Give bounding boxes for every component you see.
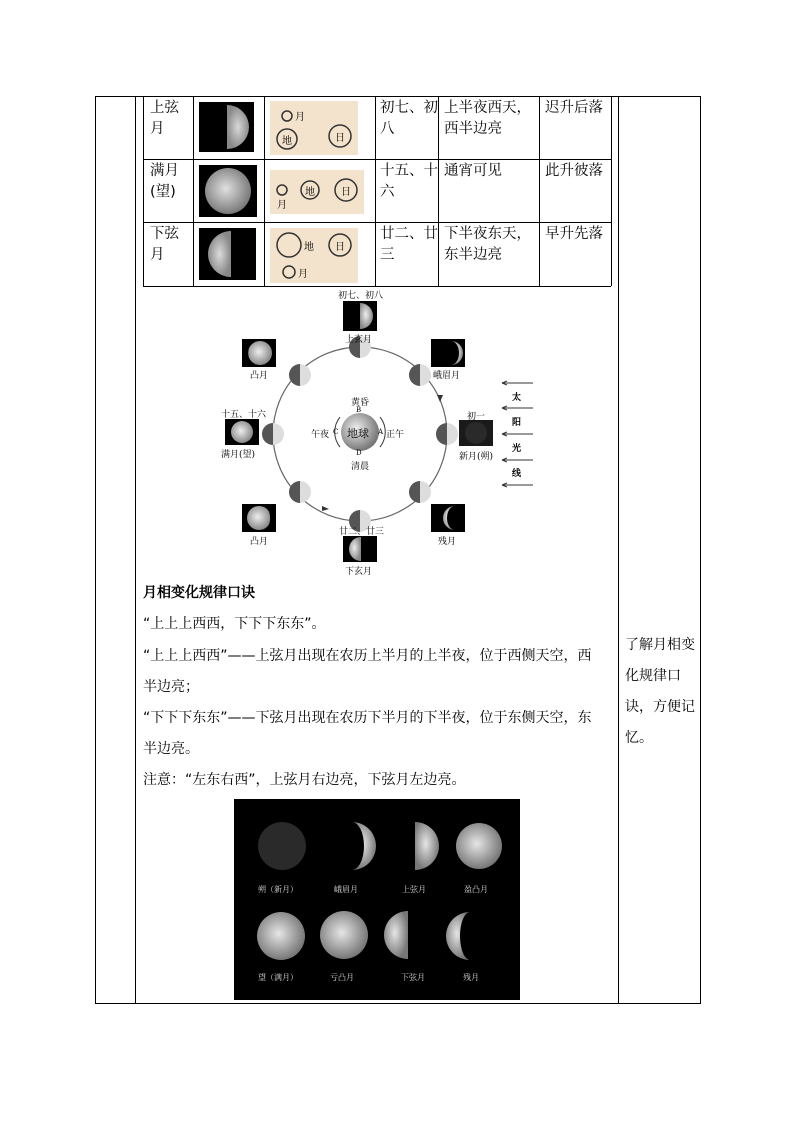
lower-left-moon-thumb <box>242 504 276 532</box>
left-moon-thumb <box>225 419 259 445</box>
note-line: 注意：“左东右西”，上弦月右边亮，下弦月左边亮。 <box>143 772 466 788</box>
table-cell-phase: 上弦 月 <box>150 100 179 137</box>
orbit-moon <box>289 481 311 503</box>
table-cell-rise-set: 早升先落 <box>545 226 603 242</box>
table-cell-rise-set: 迟升后落 <box>545 100 603 116</box>
last-quarter-sketch: 地 日 月 <box>270 228 358 283</box>
moon-orbit-diagram: 初七、初八 上玄月 凸月 峨眉月 十五、十六 满月(望) 初一 新月(朔) 凸月 残月 廿二、廿三 下玄月 黄昏 B 午夜 C 地球 A 正午 D 清晨 太 阳 光 线 <box>215 287 535 579</box>
table-cell-visibility: 下半夜东天， 东半边亮 <box>444 226 531 263</box>
mnemonic-explain-upper: “上上上西西”——上弦月出现在农历上半月的上半夜，位于西侧天空，西 <box>143 648 592 664</box>
table-border-col3 <box>618 96 619 1004</box>
orbit-moon <box>436 423 458 445</box>
table-border-left <box>95 96 96 1004</box>
upper-left-moon-thumb <box>242 339 276 367</box>
side-note: 了解月相变 化规律口 诀，方便记 忆。 <box>625 637 695 746</box>
table-cell-rise-set: 此升彼落 <box>545 163 603 179</box>
first-quarter-sketch: 月 地 日 <box>270 101 358 155</box>
orbit-moon <box>409 364 431 386</box>
table-cell-phase: 下弦 月 <box>150 226 179 263</box>
orbit-moon <box>409 481 431 503</box>
orbit-moon <box>289 364 311 386</box>
section-heading: 月相变化规律口诀 <box>143 585 255 601</box>
top-moon-thumb <box>343 301 377 331</box>
mnemonic-explain-lower-cont: 半边亮。 <box>143 741 199 757</box>
bottom-moon-thumb <box>343 536 377 562</box>
table-cell-visibility: 通宵可见 <box>444 163 502 179</box>
mnemonic-explain-lower: “下下下东东”——下弦月出现在农历下半月的下半夜，位于东侧天空，东 <box>143 710 592 726</box>
full-moon-photo <box>199 165 257 217</box>
table-cell-dates: 十五、十 六 <box>380 163 438 200</box>
full-moon-sketch: 月 地 日 <box>270 170 364 214</box>
table-cell-dates: 廿二、廿 三 <box>380 226 438 263</box>
right-moon-thumb <box>459 420 493 446</box>
first-quarter-moon-photo <box>199 102 254 152</box>
earth-label: 地球 <box>347 427 369 440</box>
upper-right-moon-thumb <box>431 339 465 367</box>
table-cell-visibility: 上半夜西天， 西半边亮 <box>444 100 531 137</box>
mnemonic-explain-upper-cont: 半边亮； <box>143 679 199 695</box>
mnemonic-line: “上上上西西，下下下东东”。 <box>143 616 326 632</box>
table-cell-phase: 满月 (望) <box>150 163 179 200</box>
table-cell-dates: 初七、初 八 <box>380 100 438 137</box>
table-border-col1 <box>135 96 136 1004</box>
table-border-right <box>700 96 701 1004</box>
orbit-moon <box>262 423 284 445</box>
lower-right-moon-thumb <box>431 504 465 532</box>
moon-phases-photo: 朔（新月） 峨眉月 上弦月 盈凸月 望（满月） 亏凸月 下弦月 残月 <box>234 799 520 1000</box>
last-quarter-moon-photo <box>199 228 256 280</box>
table-border-bottom <box>95 1003 701 1004</box>
